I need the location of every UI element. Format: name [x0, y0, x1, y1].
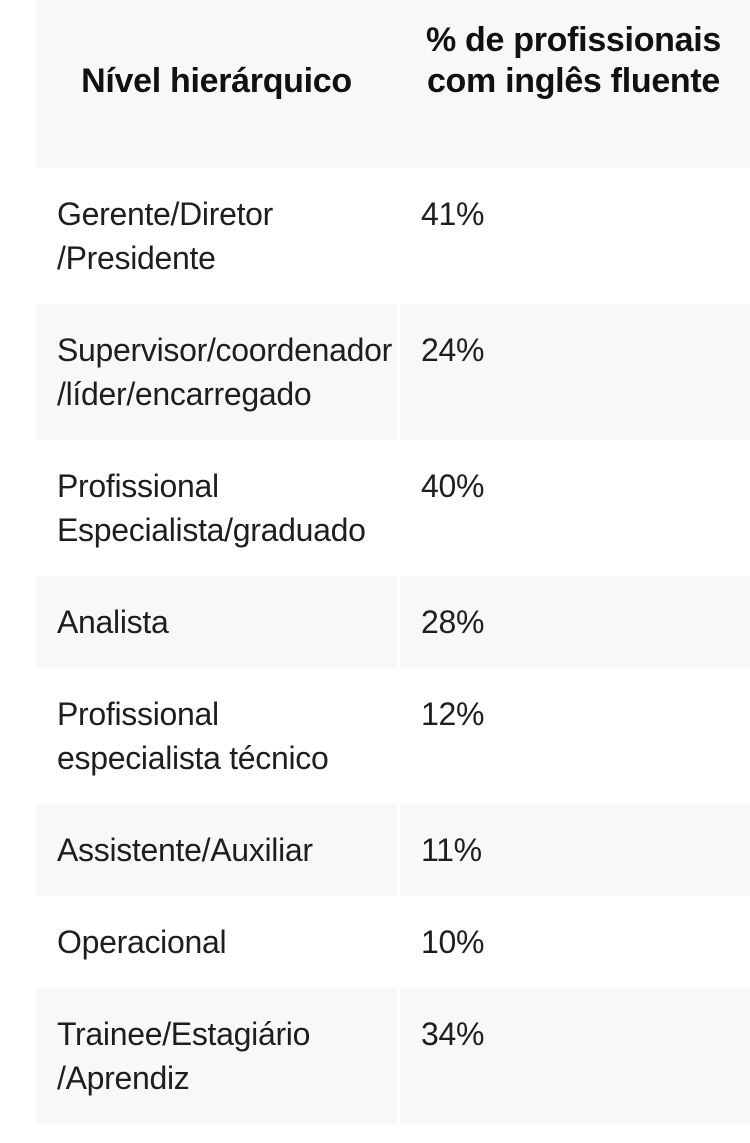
value-cell — [400, 988, 750, 1124]
header-value-label-line1: % de profissionais — [425, 21, 721, 59]
level-line2: /líder/encarregado — [57, 376, 312, 412]
level-cell — [36, 168, 397, 304]
value-text: 10% — [421, 924, 485, 960]
table-row — [36, 576, 750, 668]
header-value-label — [397, 0, 750, 168]
value-cell — [400, 804, 750, 896]
table-row — [36, 988, 750, 1124]
level-line1: Gerente/Diretor — [57, 196, 274, 232]
level-line1: Profissional — [57, 468, 219, 504]
level-line1: Supervisor/coordenador — [57, 332, 392, 368]
level-line2: /Aprendiz — [57, 1060, 190, 1096]
table-row — [36, 896, 750, 988]
value-text: 28% — [421, 604, 485, 640]
value-text: 40% — [421, 468, 485, 504]
table-row — [36, 304, 750, 440]
value-text: 11% — [421, 832, 482, 868]
level-line1: Analista — [57, 604, 169, 640]
level-line2: Especialista/graduado — [57, 512, 366, 548]
level-line1: Trainee/Estagiário — [57, 1016, 311, 1052]
level-cell — [36, 576, 397, 668]
level-cell — [36, 896, 397, 988]
data-table — [36, 0, 750, 1124]
level-cell — [36, 304, 397, 440]
level-cell — [36, 804, 397, 896]
value-text: 24% — [421, 332, 485, 368]
level-cell — [36, 668, 397, 804]
level-line1: Profissional — [57, 696, 219, 732]
level-line2: /Presidente — [57, 240, 216, 276]
table-header — [36, 0, 750, 168]
value-cell — [400, 896, 750, 988]
header-level-label: Nível hierárquico — [81, 62, 352, 100]
level-line1: Assistente/Auxiliar — [57, 832, 313, 868]
table-row — [36, 440, 750, 576]
value-cell — [400, 576, 750, 668]
level-cell — [36, 440, 397, 576]
level-line1: Operacional — [57, 924, 227, 960]
value-text: 34% — [421, 1016, 485, 1052]
value-cell — [400, 304, 750, 440]
value-cell — [400, 440, 750, 576]
table-row — [36, 168, 750, 304]
table-row — [36, 668, 750, 804]
level-line2: especialista técnico — [57, 740, 329, 776]
level-cell — [36, 988, 397, 1124]
value-text: 41% — [421, 196, 485, 232]
header-value-label-line2: com inglês fluente — [426, 62, 721, 100]
value-text: 12% — [421, 696, 485, 732]
value-cell — [400, 168, 750, 304]
value-cell — [400, 668, 750, 804]
table-row — [36, 804, 750, 896]
